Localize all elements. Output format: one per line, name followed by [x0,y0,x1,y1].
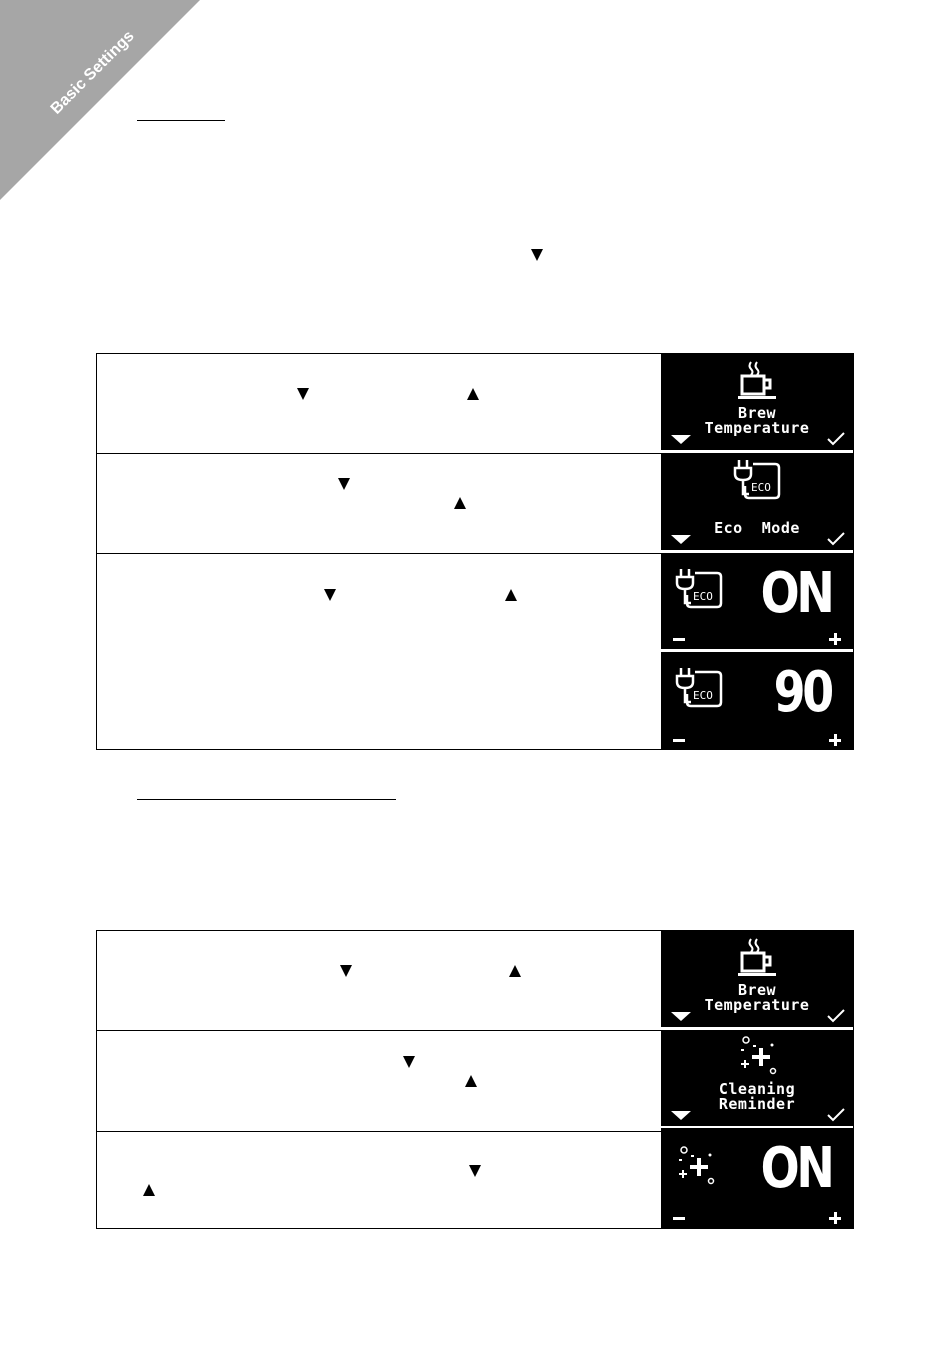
display-screen-eco-90 [661,652,853,750]
scroll-down-icon [671,1012,691,1021]
display-screen-cleaning-reminder [661,1030,853,1126]
plus-icon [829,1212,841,1224]
screen-title: Cleaning Reminder [718,1080,796,1113]
check-icon [827,532,845,546]
up-arrow-icon [143,1184,155,1196]
svg-text:ECO: ECO [751,481,771,494]
section-tab-label: Basic Settings [47,27,138,118]
up-arrow-icon [454,497,466,509]
step-text [97,1031,662,1131]
svg-text:ECO: ECO [693,689,713,702]
step-text [97,1132,662,1229]
step-text [97,354,662,453]
display-screen-brew-temperature [661,931,853,1027]
display-screen-eco-on [661,553,853,649]
steps-table-cleaning-reminder [96,930,854,1229]
plus-icon [829,734,841,746]
display-screen-brew-temperature [661,354,853,450]
coffee-cup-icon [737,937,779,977]
up-arrow-icon [505,589,517,601]
display-screen-eco-mode [661,453,853,550]
scroll-down-icon [671,1111,691,1120]
sparkle-icon [673,1144,719,1188]
step-text [97,931,662,1030]
svg-text:ECO: ECO [693,590,713,603]
step-text [97,454,662,553]
screen-title: Brew Temperature [704,404,810,437]
up-arrow-icon [509,965,521,977]
display-screen-cleaning-on [661,1128,853,1228]
down-arrow-icon [297,388,309,400]
section-corner-tab [0,0,200,200]
down-arrow-icon [338,478,350,490]
scroll-down-icon [671,535,691,544]
coffee-cup-icon [737,360,779,400]
steps-table-eco-mode [96,353,854,750]
section-heading-underline [137,120,225,121]
setting-value: ON [760,561,831,626]
step-text [97,554,662,750]
plus-icon [829,633,841,645]
screen-title: Eco Mode [714,519,800,537]
up-arrow-icon [465,1075,477,1087]
down-arrow-icon [340,965,352,977]
screen-title: Brew Temperature [704,981,810,1014]
check-icon [827,432,845,446]
section-heading-underline [137,799,396,800]
sparkle-icon [735,1034,781,1078]
eco-plug-icon [731,458,785,502]
down-arrow-icon [324,589,336,601]
down-arrow-icon [403,1056,415,1068]
eco-plug-icon [673,666,727,710]
check-icon [827,1108,845,1122]
minus-icon [673,1217,685,1220]
minus-icon [673,638,685,641]
down-arrow-icon [531,249,543,261]
up-arrow-icon [467,388,479,400]
eco-plug-icon [673,567,727,611]
minus-icon [673,739,685,742]
down-arrow-icon [469,1165,481,1177]
check-icon [827,1009,845,1023]
setting-value: ON [760,1136,831,1201]
setting-value: 90 [773,660,831,725]
scroll-down-icon [671,435,691,444]
